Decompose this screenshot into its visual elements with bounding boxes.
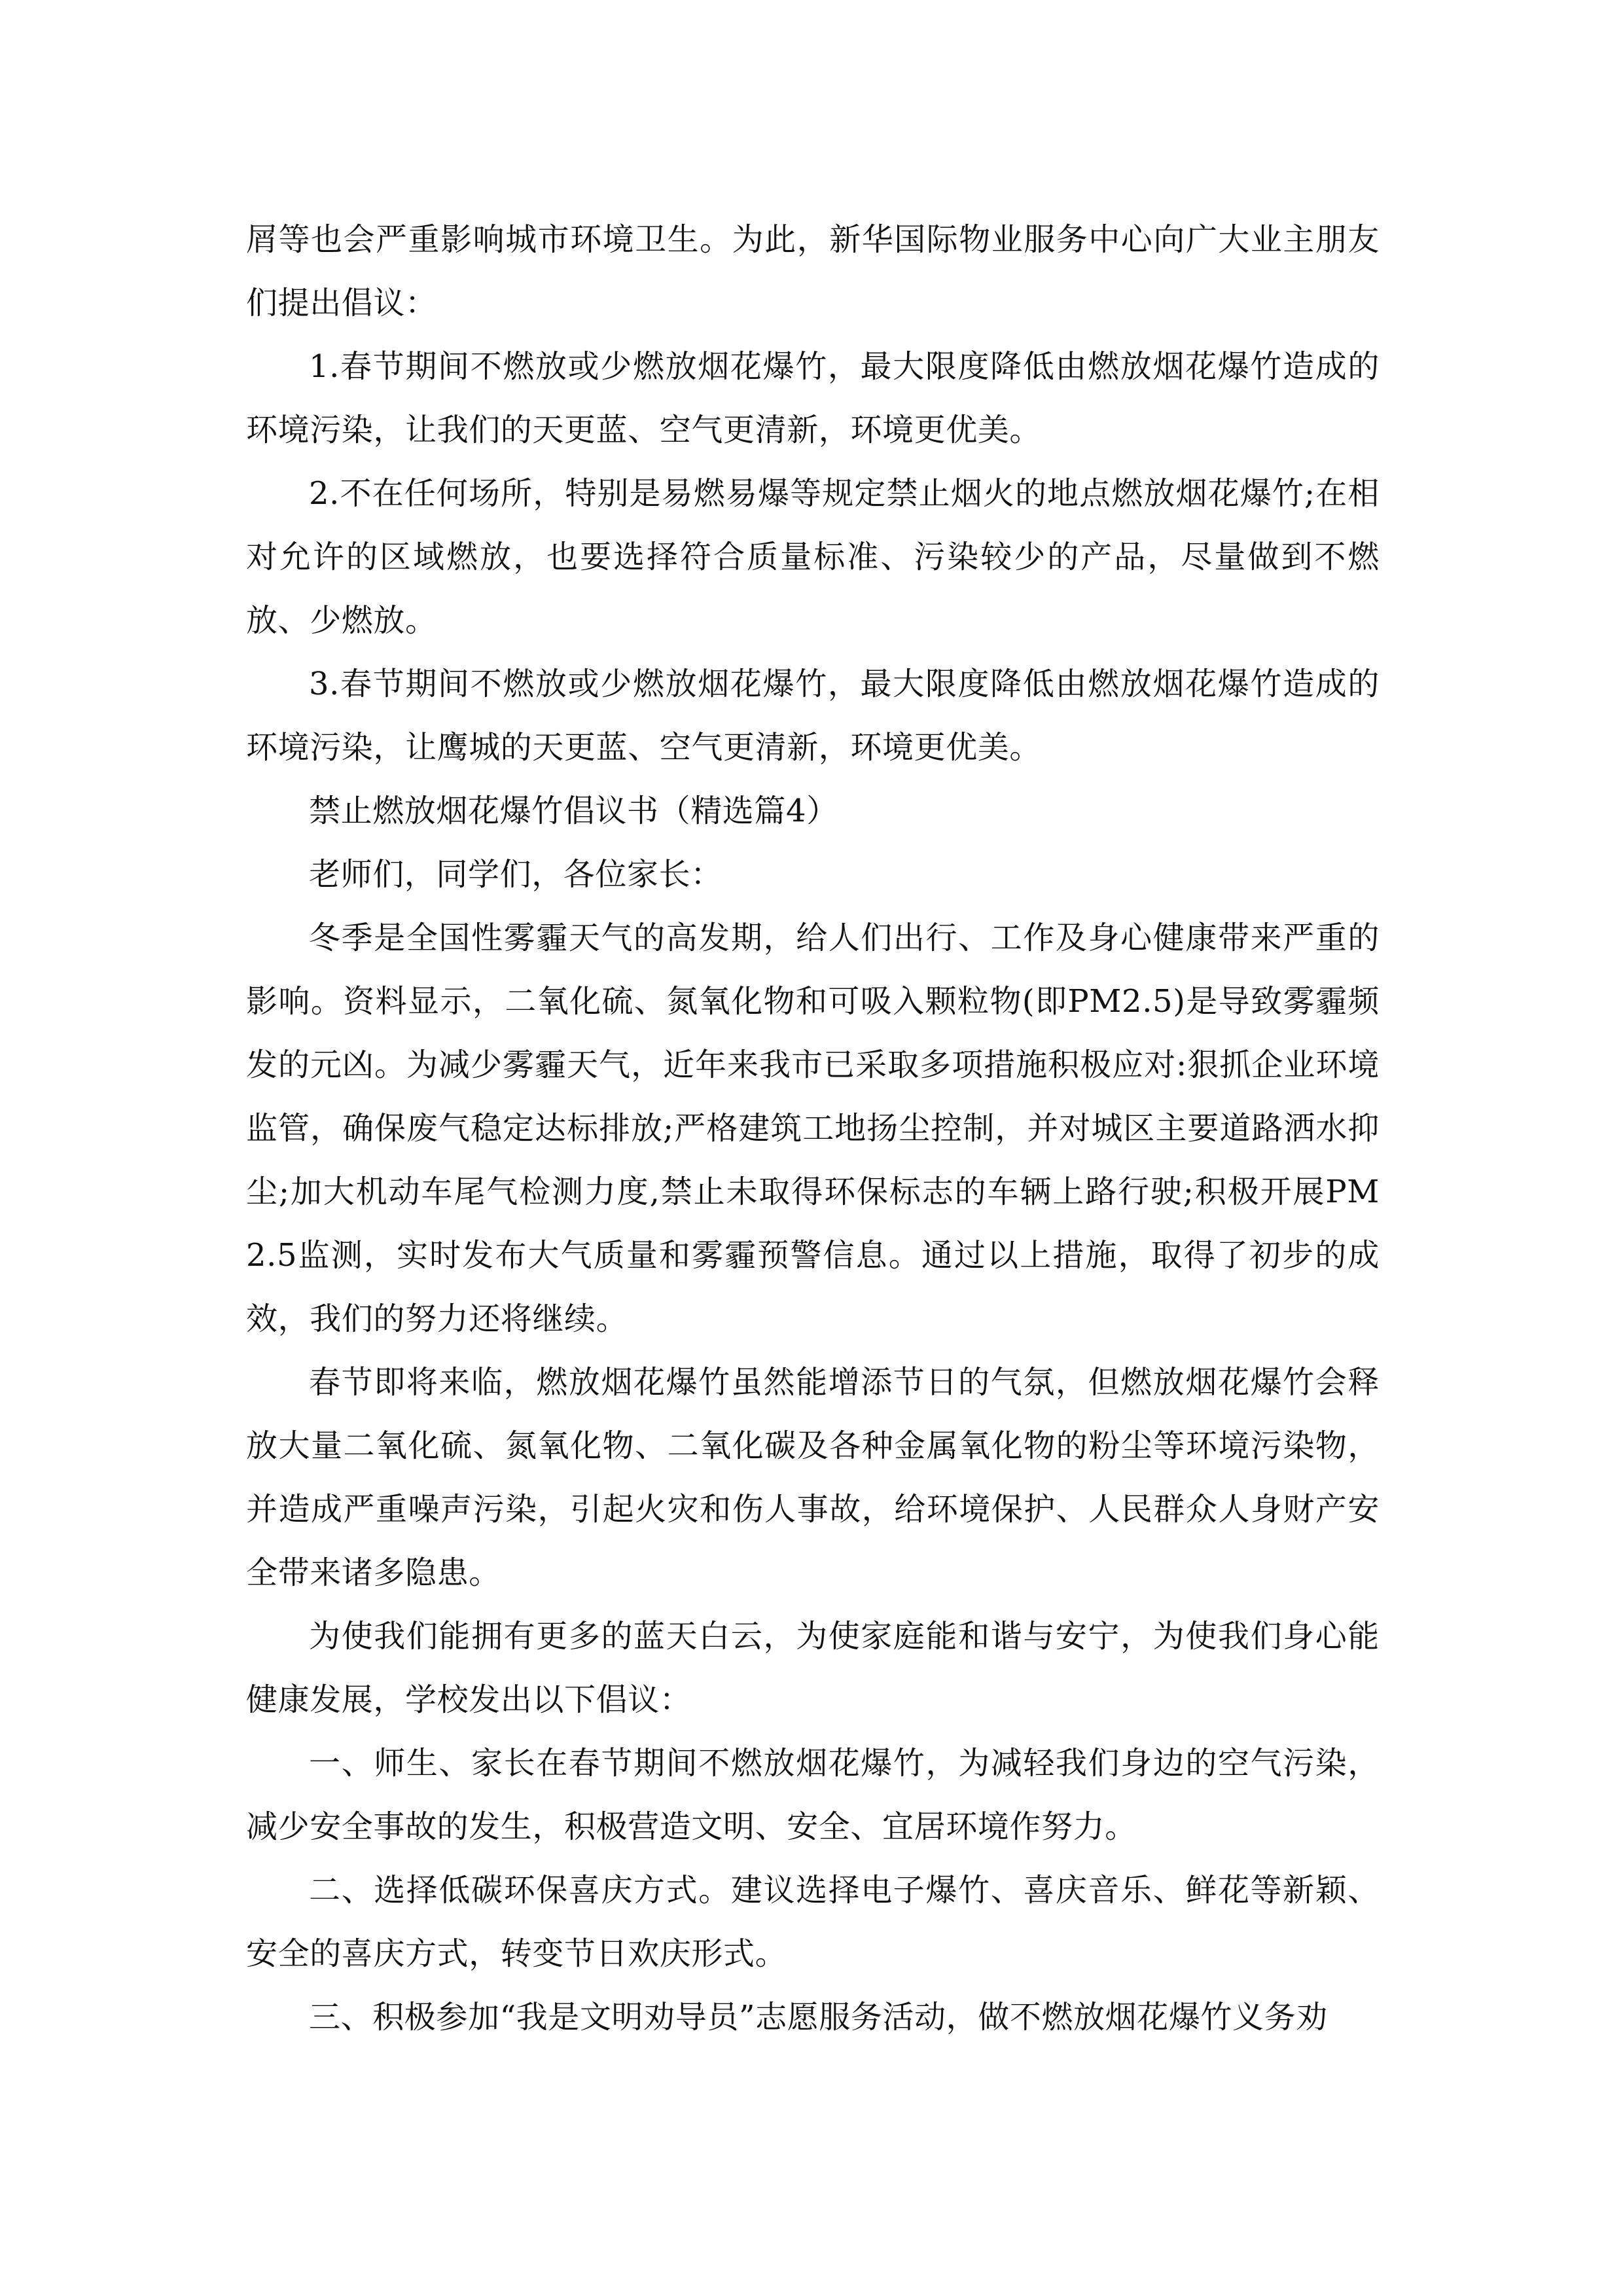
paragraph-spring-festival: 春节即将来临，燃放烟花爆竹虽然能增添节日的气氛，但燃放烟花爆竹会释放大量二氧化硫、氮氧化物、二氧化碳及各种金属氧化物的粉尘等环境污染物，并造成严重噪声污染，引起火灾和伤人事故，给环境保护、人民群众人身财产安全带来诸多隐患。: [246, 1364, 1380, 1591]
proposal-item-1: 1.春节期间不燃放或少燃放烟花爆竹，最大限度降低由燃放烟花爆竹造成的环境污染，让我们的天更蓝、空气更清新，环境更优美。: [246, 348, 1380, 448]
initiative-item-2: 二、选择低碳环保喜庆方式。建议选择电子爆竹、喜庆音乐、鲜花等新颖、安全的喜庆方式，转变节日欢庆形式。: [246, 1872, 1380, 1972]
salutation: 老师们，同学们，各位家长：: [309, 856, 722, 893]
paragraph-continuation: 屑等也会严重影响城市环境卫生。为此，新华国际物业服务中心向广大业主朋友们提出倡议：: [246, 221, 1380, 321]
initiative-item-3: 三、积极参加“我是文明劝导员”志愿服务活动，做不燃放烟花爆竹义务劝: [309, 1999, 1328, 2036]
paragraph-winter-smog: 冬季是全国性雾霾天气的高发期，给人们出行、工作及身心健康带来严重的影响。资料显示，二氧化硫、氮氧化物和可吸入颗粒物(即PM2.5)是导致雾霾频发的元凶。为减少雾霾天气，近年来我市已采取多项措施积极应对:狠抓企业环境监管，确保废气稳定达标排放;严格建筑工地扬尘控制，并对城区主要道路洒水抑尘;加大机动车尾气检测力度,禁止未取得环保标志的车辆上路行驶;积极开展PM2.5监测，实时发布大气质量和雾霾预警信息。通过以上措施，取得了初步的成效，我们的努力还将继续。: [246, 920, 1380, 1337]
paragraph-initiative-intro: 为使我们能拥有更多的蓝天白云，为使家庭能和谐与安宁，为使我们身心能健康发展，学校发出以下倡议：: [246, 1618, 1380, 1718]
proposal-item-2: 2.不在任何场所，特别是易燃易爆等规定禁止烟火的地点燃放烟花爆竹;在相对允许的区域燃放，也要选择符合质量标准、污染较少的产品，尽量做到不燃放、少燃放。: [246, 475, 1380, 639]
initiative-item-1: 一、师生、家长在春节期间不燃放烟花爆竹，为减轻我们身边的空气污染，减少安全事故的发生，积极营造文明、安全、宜居环境作努力。: [246, 1745, 1380, 1845]
section-heading: 禁止燃放烟花爆竹倡议书（精选篇4）: [309, 793, 838, 829]
document-page: [246, 208, 1380, 2049]
proposal-item-3: 3.春节期间不燃放或少燃放烟花爆竹，最大限度降低由燃放烟花爆竹造成的环境污染，让鹰城的天更蓝、空气更清新，环境更优美。: [246, 666, 1380, 766]
